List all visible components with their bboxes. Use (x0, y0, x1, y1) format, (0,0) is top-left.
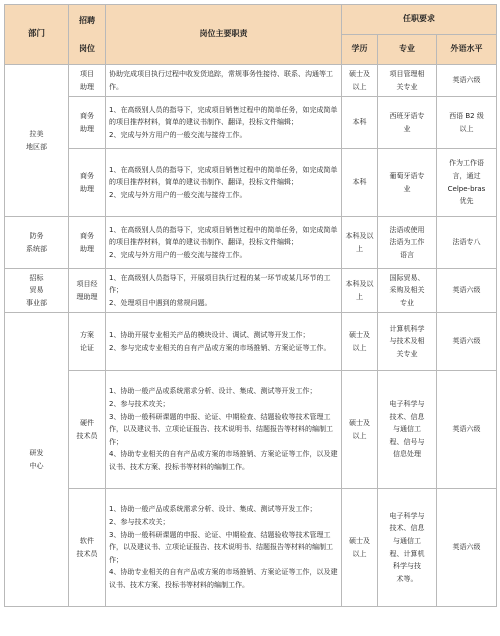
dept-cell (5, 65, 69, 217)
duties-cell (106, 97, 342, 149)
header-duties: 岗位主要职责 (106, 5, 342, 65)
dept-cell: 招标 贸易 事业部 (5, 269, 69, 313)
header-language: 外语水平 (437, 35, 497, 65)
post-cell: 商务 助理 (69, 97, 106, 149)
table-row (5, 97, 497, 149)
duty-item: 2、参与技术攻关； (109, 400, 170, 409)
table-row (5, 371, 497, 489)
education-cell: 硕士及 以上 (342, 313, 378, 371)
major-cell: 葡萄牙语专 业 (378, 149, 437, 217)
header-post-line2: 岗位 (79, 43, 95, 53)
duties-cell (106, 269, 342, 313)
education-cell: 硕士及 以上 (342, 371, 378, 489)
post-cell: 商务 助理 (69, 217, 106, 269)
duty-item: 1、在高级别人员的指导下，完成项目销售过程中的简单任务，如完成简单的项目推荐材料，简单的建议书制作、翻译，投标文件编辑； (109, 225, 338, 247)
duties-cell (106, 489, 342, 607)
language-cell: 西语 B2 级 以上 (437, 97, 497, 149)
header-major: 专业 (378, 35, 437, 65)
duty-item: 2、参与完成专业相关的自有产品或方案的市场推销、方案论证等工作。 (109, 343, 331, 352)
language-cell: 作为工作语 言，通过 Celpe-bras 优先 (437, 149, 497, 217)
education-cell: 本科及以 上 (342, 269, 378, 313)
job-table-container (4, 4, 496, 607)
duties-cell (106, 65, 342, 97)
duty-item: 2、完成与外方用户的一般交流与接待工作。 (109, 130, 247, 139)
language-cell: 英语六级 (437, 489, 497, 607)
duty-item: 2、完成与外方用户的一般交流与接待工作。 (109, 250, 247, 259)
major-cell: 电子科学与 技术、信息 与通信工 程、信号与 信息处理 (378, 371, 437, 489)
language-cell: 法语专八 (437, 217, 497, 269)
duty-item: 协助完成项目执行过程中收发货追踪，常规事务性接待、联系、沟通等工作。 (109, 69, 333, 91)
duty-item: 4、协助专业相关的自有产品或方案的市场推销、方案论证等工作，以及建议书、技术方案、投标书等材料的编制工作。 (109, 450, 338, 471)
table-row (5, 149, 497, 217)
header-education: 学历 (342, 35, 378, 65)
duty-item: 2、完成与外方用户的一般交流与接待工作。 (109, 190, 247, 199)
education-cell: 本科及以 上 (342, 217, 378, 269)
dept-name: 拉美 地区部 (26, 129, 47, 151)
table-row (5, 65, 497, 97)
duties-cell (106, 313, 342, 371)
language-cell: 英语六级 (437, 371, 497, 489)
job-requirements-table (4, 4, 497, 607)
header-post (69, 5, 106, 65)
duties-cell (106, 371, 342, 489)
language-cell: 英语六级 (437, 65, 497, 97)
dept-cell: 防务 系统部 (5, 217, 69, 269)
education-cell: 本科 (342, 149, 378, 217)
education-cell: 硕士及 以上 (342, 489, 378, 607)
table-row (5, 489, 497, 607)
duty-item: 3、协助一般科研课题的申报、论证、中期检查、结题验收等技术管理工作，以及建议书、立项论证报告、技术说明书、结题报告等材料的编制工作； (109, 412, 333, 446)
post-cell: 方案 论证 (69, 313, 106, 371)
education-cell: 本科 (342, 97, 378, 149)
table-row (5, 217, 497, 269)
duty-item: 1、协助一般产品或系统需求分析、设计、集成、测试等开发工作； (109, 505, 317, 514)
language-cell: 英语六级 (437, 269, 497, 313)
major-cell: 国际贸易、 采购及相关 专业 (378, 269, 437, 313)
duties-cell (106, 217, 342, 269)
post-cell: 软件 技术员 (69, 489, 106, 607)
major-cell: 电子科学与 技术、信息 与通信工 程、计算机 科学与技 术等。 (378, 489, 437, 607)
post-cell: 硬件 技术员 (69, 371, 106, 489)
post-cell: 项目 助理 (69, 65, 106, 97)
language-cell: 英语六级 (437, 313, 497, 371)
major-cell: 计算机科学 与技术及相 关专业 (378, 313, 437, 371)
header-requirements: 任职要求 (342, 5, 497, 35)
table-row (5, 313, 497, 371)
major-cell: 法语或使用 法语为工作 语言 (378, 217, 437, 269)
duty-item: 1、协助开展专业相关产品的模块设计、调试、测试等开发工作； (109, 330, 310, 339)
duty-item: 1、在高级别人员指导下，开展项目执行过程的某一环节或某几环节的工作； (109, 273, 331, 295)
duties-cell (106, 149, 342, 217)
major-cell: 西班牙语专 业 (378, 97, 437, 149)
duty-item: 4、协助专业相关的自有产品或方案的市场推销、方案论证等工作，以及建议书、技术方案、投标书等材料的编制工作。 (109, 568, 338, 589)
major-cell: 项目管理相 关专业 (378, 65, 437, 97)
duty-item: 1、协助一般产品或系统需求分析、设计、集成、测试等开发工作； (109, 387, 317, 396)
dept-cell: 研发 中心 (5, 313, 69, 607)
table-row (5, 269, 497, 313)
post-cell: 商务 助理 (69, 149, 106, 217)
post-cell: 项目经 理助理 (69, 269, 106, 313)
duty-item: 1、在高级别人员的指导下，完成项目销售过程中的简单任务，如完成简单的项目推荐材料，简单的建议书制作、翻译，投标文件编辑； (109, 105, 338, 127)
duty-item: 2、参与技术攻关； (109, 518, 170, 527)
duty-item: 2、处理项目中遇到的常规问题。 (109, 298, 212, 307)
duty-item: 3、协助一般科研课题的申报、论证、中期检查、结题验收等技术管理工作，以及建议书、立项论证报告、技术说明书、结题报告等材料的编制工作； (109, 530, 333, 564)
education-cell: 硕士及 以上 (342, 65, 378, 97)
header-post-line1: 招聘 (79, 15, 95, 25)
header-dept: 部门 (5, 5, 69, 65)
duty-item: 1、在高级别人员的指导下，完成项目销售过程中的简单任务，如完成简单的项目推荐材料，简单的建议书制作、翻译，投标文件编辑； (109, 165, 338, 187)
